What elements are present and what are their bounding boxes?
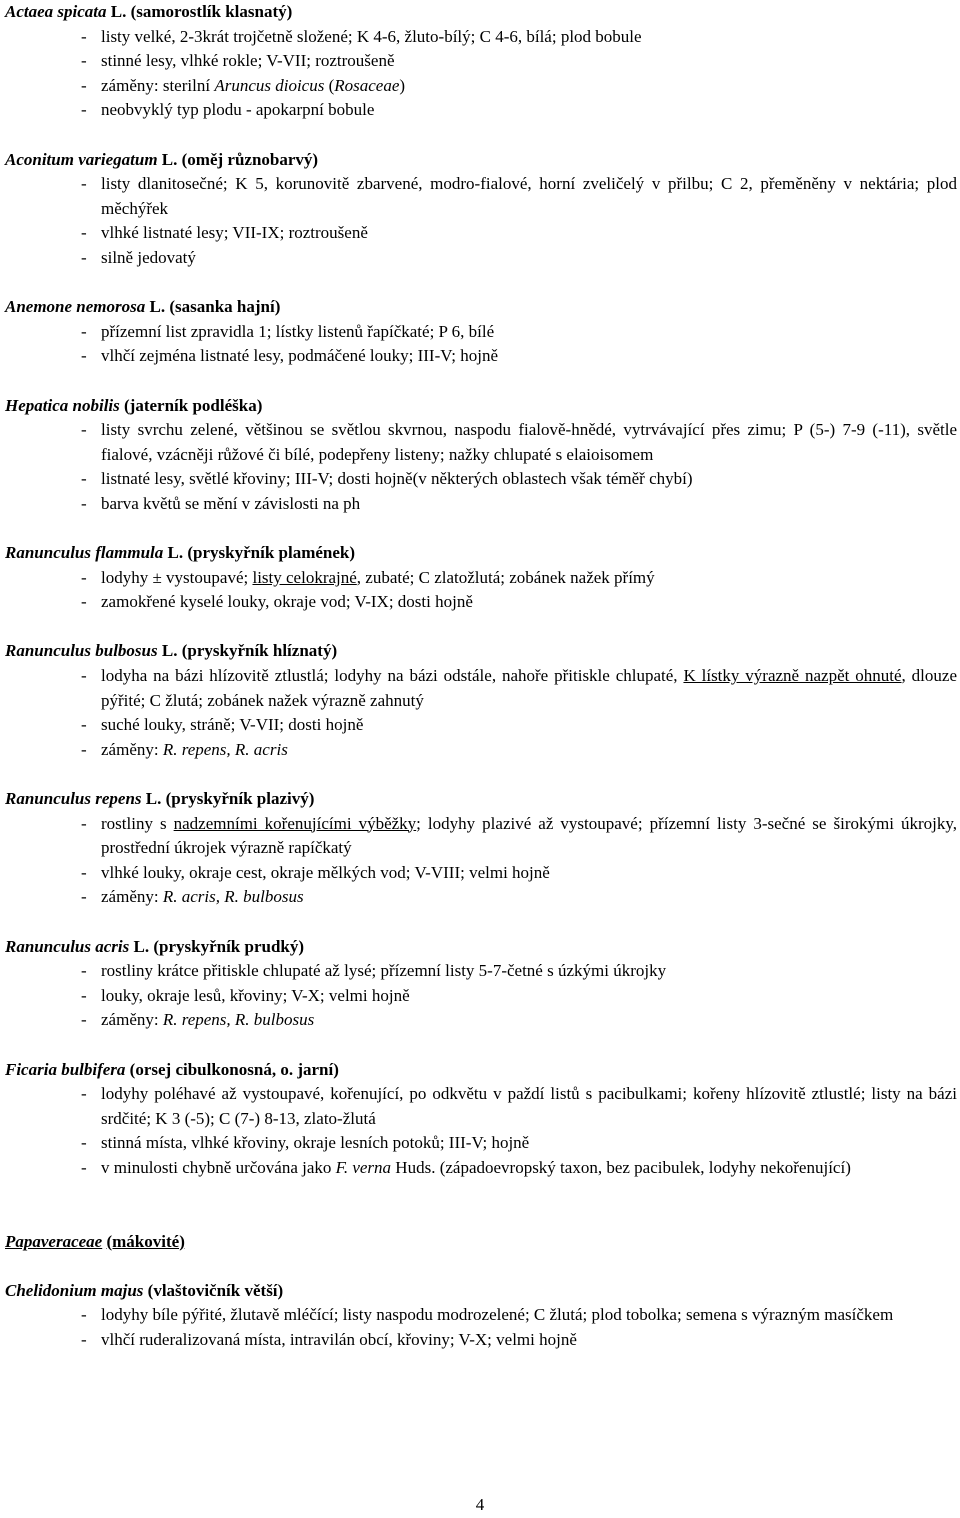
species-latin-name: Ficaria bulbifera [5,1059,126,1079]
document-page [5,0,957,1377]
item-text: , zubaté; C zlatožlutá; zobánek nažek přímý [356,567,655,587]
bullet-item [5,344,957,369]
species-entry [5,295,957,369]
item-text: silně jedovatý [101,247,196,267]
species-czech-name: (jaterník podléška) [124,395,263,415]
species-heading [5,148,957,173]
species-author: L. [133,936,150,956]
bullet-dash: - [81,666,87,686]
item-text: listy velké, 2-3krát trojčetně složené; K 4-6, žluto-bílý; C 4-6, bílá; plod bobule [101,26,642,46]
bullet-item [5,664,957,713]
species-list-papaveraceae [5,1279,957,1353]
italic-text: R. acris, R. bulbosus [162,887,304,907]
species-author: L. [110,2,127,21]
bullet-item [5,74,957,99]
bullet-dash: - [81,420,87,440]
page-number: 4 [475,1495,485,1514]
species-heading [5,0,957,25]
bullet-dash: - [81,1157,87,1177]
bullet-dash: - [81,1084,87,1104]
bullet-item [5,1303,957,1328]
species-heading [5,935,957,960]
italic-text: Aruncus dioicus [214,75,325,95]
bullet-dash: - [81,321,87,341]
item-text: listnaté lesy, světlé křoviny; III-V; dosti hojně(v některých oblastech však téměř chybí) [101,469,693,489]
underlined-text: nadzemními kořenujícími výběžky [173,813,417,833]
bullet-item [5,812,957,861]
bullet-dash: - [81,1305,87,1325]
bullet-dash: - [81,469,87,489]
bullet-item [5,221,957,246]
bullet-item [5,492,957,517]
species-czech-name: (samorostlík klasnatý) [130,2,293,21]
item-text: lodyhy ± vystoupavé; [101,567,253,587]
bullet-dash: - [81,26,87,46]
species-entry [5,541,957,615]
species-heading [5,1279,957,1304]
item-text: vlhké listnaté lesy; VII-IX; roztroušeně [101,223,368,243]
italic-text: Rosaceae [334,75,400,95]
item-text: listy svrchu zelené, většinou se světlou skvrnou, naspodu fialově-hnědé, vytrvávající přes zimu; P (5-) 7-9 (-11), světle fialové, vzácněji růžové či bílé, podepřeny listeny; nažky chlupaté s elaioisomem [101,420,957,464]
species-author: L. [161,149,178,169]
species-entry [5,1279,957,1353]
bullet-item [5,1082,957,1131]
item-text: neobvyklý typ plodu - apokarpní bobule [101,100,375,120]
item-text: ( [324,75,335,95]
item-text: lodyha na bázi hlízovitě ztlustlá; lodyhy na bázi odstále, nahoře přitiskle chlupaté, [101,666,684,686]
species-heading [5,639,957,664]
species-heading [5,394,957,419]
item-text: barva květů se mění v závislosti na ph [101,493,361,513]
species-entry [5,935,957,1033]
species-latin-name: Ranunculus repens [5,789,142,808]
species-heading [5,541,957,566]
species-author: L. [161,641,178,661]
species-czech-name: (oměj různobarvý) [181,149,319,169]
bullet-item [5,590,957,615]
species-czech-name: (sasanka hajní) [169,297,281,317]
item-text: , dlouze pýřité; C žlutá; zobánek nažek výrazně zahnutý [101,666,957,710]
species-entry [5,394,957,517]
species-entry [5,148,957,271]
item-text: lodyhy poléhavé až vystoupavé, kořenující, po odkvětu v paždí listů s pacibulkami; kořeny hlízovitě ztlustlé; listy na bázi srdčité; K 3 (-5); C (7-) 8-13, zlato-žlutá [101,1084,957,1128]
species-heading [5,787,957,812]
item-text: ) [399,75,406,95]
bullet-item [5,1131,957,1156]
bullet-item [5,984,957,1009]
item-text: rostliny krátce přitiskle chlupaté až lysé; přízemní listy 5-7-četné s úzkými úkrojky [101,961,667,981]
item-text: zamokřené kyselé louky, okraje vod; V-IX; dosti hojně [101,592,473,612]
bullet-item [5,1328,957,1353]
bullet-item [5,172,957,221]
item-text: Huds. (západoevropský taxon, bez pacibulek, lodyhy nekořenující) [391,1157,851,1177]
family-latin: Papaveraceae [5,1231,103,1251]
item-text: louky, okraje lesů, křoviny; V-X; velmi hojně [101,985,410,1005]
item-text: záměny: [101,1010,163,1030]
bullet-dash: - [81,51,87,71]
bullet-dash: - [81,75,87,95]
bullet-dash: - [81,493,87,513]
species-latin-name: Aconitum variegatum [5,149,158,169]
item-text: suché louky, stráně; V-VII; dosti hojně [101,715,364,735]
bullet-dash: - [81,1133,87,1153]
item-text: záměny: [101,739,163,759]
family-heading [5,1230,957,1255]
species-entry [5,0,957,123]
bullet-item [5,467,957,492]
item-text: rostliny s [101,813,174,833]
species-latin-name: Chelidonium majus [5,1280,144,1300]
bullet-dash: - [81,739,87,759]
bullet-item [5,861,957,886]
bullet-dash: - [81,247,87,267]
bullet-item [5,1156,957,1181]
bullet-item [5,885,957,910]
bullet-dash: - [81,813,87,833]
species-latin-name: Hepatica nobilis [5,395,120,415]
species-latin-name: Anemone nemorosa [5,297,146,317]
italic-text: R. repens, R. bulbosus [162,1010,315,1030]
species-entry [5,1058,957,1181]
item-text: stinná místa, vlhké křoviny, okraje lesních potoků; III-V; hojně [101,1133,530,1153]
species-author: L. [167,543,184,563]
species-latin-name: Actaea spicata [5,2,107,21]
underlined-text: K lístky výrazně nazpět ohnuté [683,666,902,686]
item-text: záměny: [101,887,163,907]
bullet-item [5,246,957,271]
bullet-dash: - [81,174,87,194]
italic-text: F. verna [335,1157,392,1177]
item-text: přízemní list zpravidla 1; lístky listenů řapíčkaté; P 6, bílé [101,321,495,341]
item-text: záměny: sterilní [101,75,215,95]
species-list [5,0,957,1181]
bullet-item [5,320,957,345]
bullet-item [5,959,957,984]
species-czech-name: (pryskyřník plazivý) [165,789,315,808]
bullet-item [5,418,957,467]
bullet-dash: - [81,715,87,735]
bullet-dash: - [81,1010,87,1030]
bullet-dash: - [81,1329,87,1349]
species-author: L. [149,297,166,317]
family-czech: (mákovité) [106,1231,185,1251]
bullet-dash: - [81,961,87,981]
species-latin-name: Ranunculus bulbosus [5,641,158,661]
underlined-text: listy celokrajné [252,567,357,587]
species-czech-name: (pryskyřník plamének) [187,543,356,563]
bullet-item [5,566,957,591]
bullet-item [5,25,957,50]
item-text: listy dlanitosečné; K 5, korunovitě zbarvené, modro-fialové, horní zveličelý v přilbu; C 2, přeměněny v nektária; plod měchýřek [101,174,957,218]
item-text: v minulosti chybně určována jako [101,1157,336,1177]
item-text: vlhčí ruderalizovaná místa, intravilán obcí, křoviny; V-X; velmi hojně [101,1329,577,1349]
bullet-item [5,49,957,74]
bullet-dash: - [81,862,87,882]
bullet-item [5,98,957,123]
species-czech-name: (vlaštovičník větší) [147,1280,284,1300]
species-heading [5,1058,957,1083]
species-heading [5,295,957,320]
bullet-dash: - [81,887,87,907]
species-entry [5,787,957,910]
item-text: lodyhy bíle pýřité, žlutavě mléčící; listy naspodu modrozelené; C žlutá; plod tobolka; semena s výrazným masíčkem [101,1305,894,1325]
item-text: ; lodyhy plazivé až vystoupavé; přízemní listy 3-sečné se širokými úkrojky, prostřední úkrojek výrazně rapíčkatý [101,813,957,858]
bullet-dash: - [81,567,87,587]
species-czech-name: (pryskyřník prudký) [153,936,305,956]
bullet-item [5,738,957,763]
bullet-dash: - [81,346,87,366]
bullet-dash: - [81,985,87,1005]
species-author: L. [145,789,162,808]
bullet-item [5,1008,957,1033]
species-latin-name: Ranunculus flammula [5,543,164,563]
bullet-dash: - [81,100,87,120]
item-text: vlhké louky, okraje cest, okraje mělkých vod; V-VIII; velmi hojně [101,862,550,882]
item-text: stinné lesy, vlhké rokle; V-VII; roztroušeně [101,51,395,71]
italic-text: R. repens, R. acris [162,739,288,759]
species-latin-name: Ranunculus acris [5,936,130,956]
bullet-dash: - [81,223,87,243]
bullet-dash: - [81,592,87,612]
bullet-item [5,713,957,738]
species-entry [5,639,957,762]
species-czech-name: (orsej cibulkonosná, o. jarní) [129,1059,339,1079]
species-czech-name: (pryskyřník hlíznatý) [181,641,338,661]
item-text: vlhčí zejména listnaté lesy, podmáčené louky; III-V; hojně [101,346,499,366]
